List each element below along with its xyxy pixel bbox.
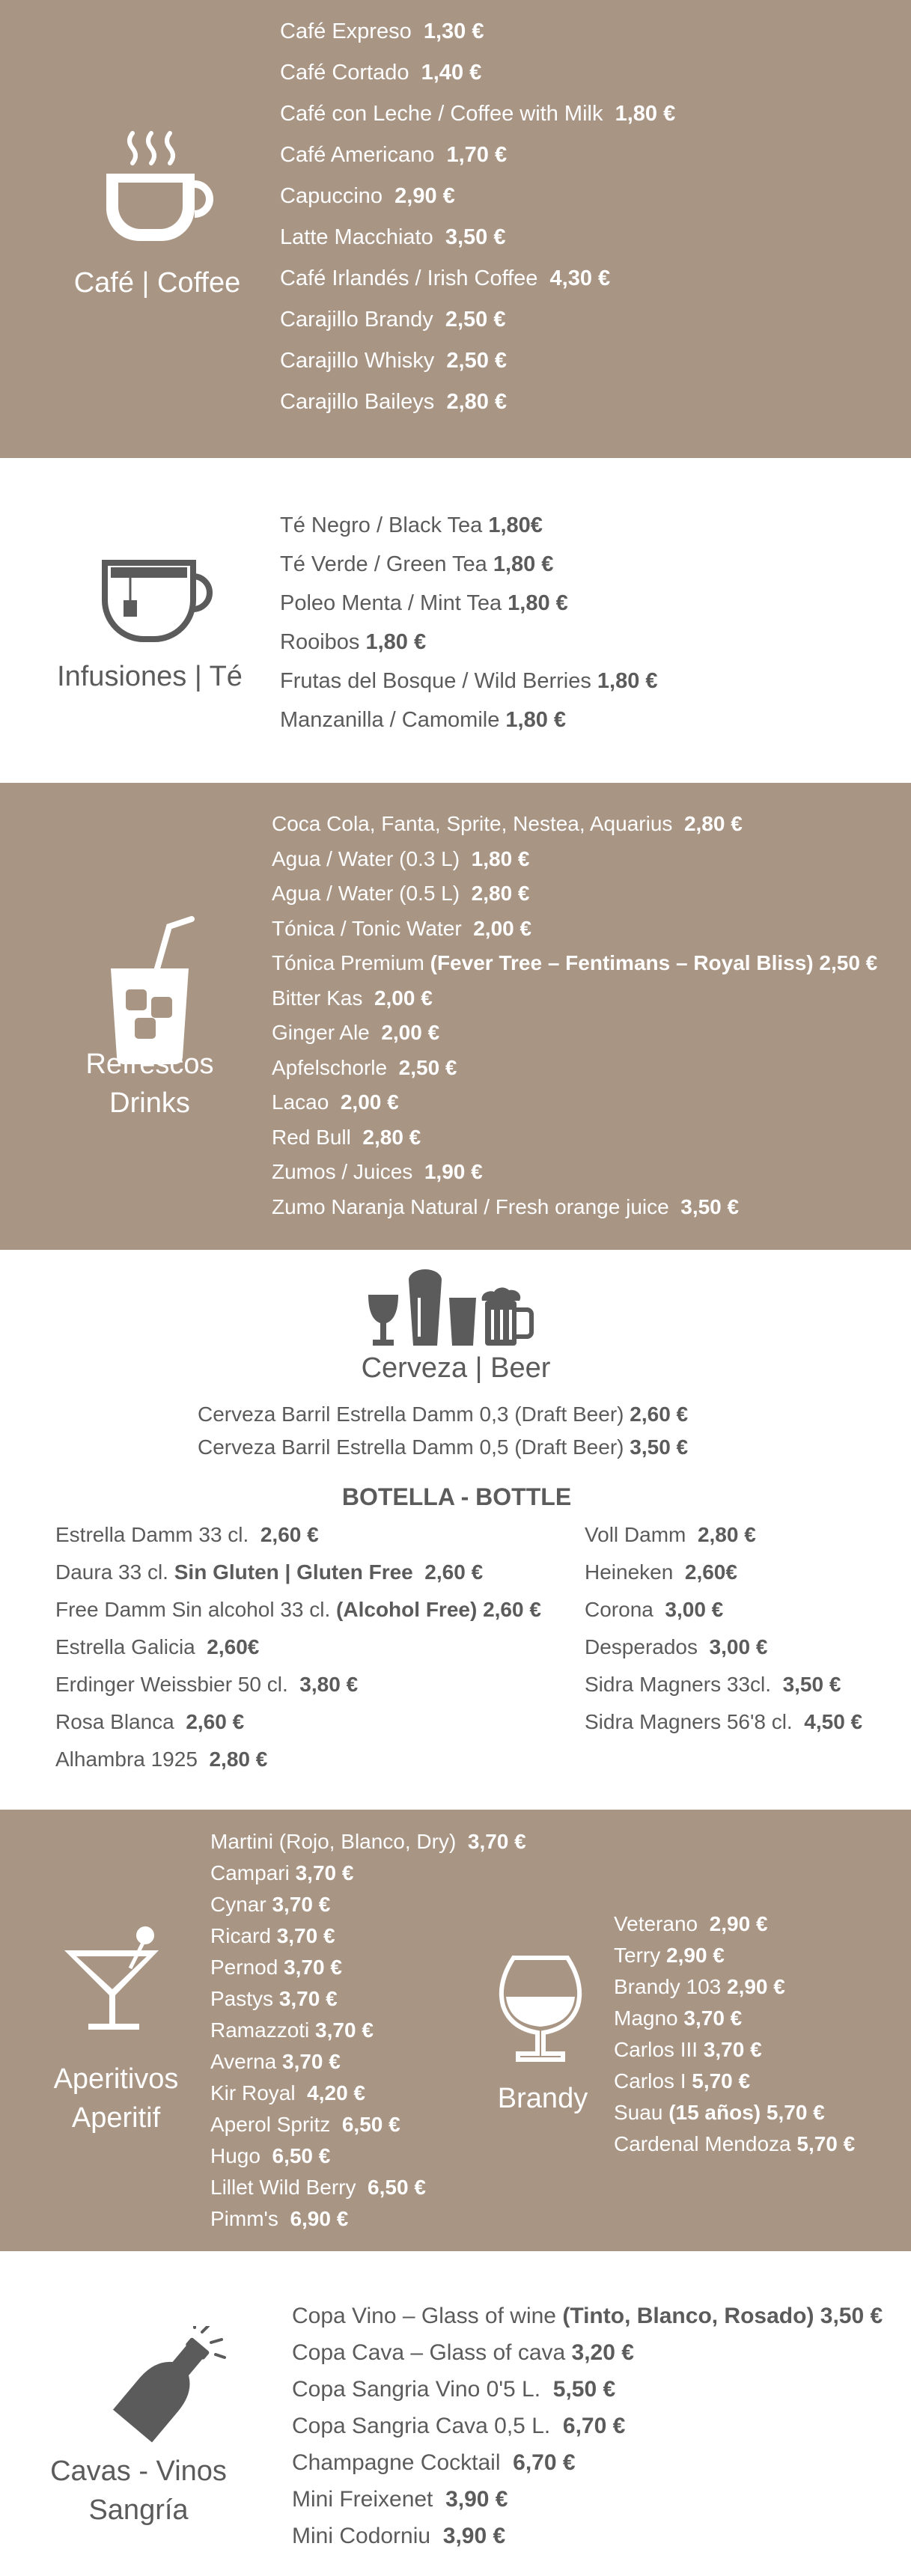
- menu-item: Alhambra 1925 2,80 €: [55, 1748, 268, 1771]
- drinks-title-line2: Drinks: [109, 1087, 190, 1119]
- cava-list: [292, 2298, 883, 2554]
- menu-item: Estrella Damm 33 cl. 2,60 €: [55, 1523, 319, 1546]
- menu-item: Carlos I 5,70 €: [614, 2069, 751, 2093]
- menu-item: Kir Royal 4,20 €: [210, 2081, 366, 2105]
- menu-item: Veterano 2,90 €: [614, 1912, 768, 1935]
- menu-item: Agua / Water (0.3 L) 1,80 €: [272, 846, 530, 870]
- section-drinks: [0, 783, 911, 1250]
- menu-item: Carlos III 3,70 €: [614, 2038, 762, 2061]
- menu-item: Ricard 3,70 €: [210, 1924, 335, 1947]
- menu-item: Copa Vino – Glass of wine (Tinto, Blanco, Rosado) 3,50 €: [292, 2304, 883, 2328]
- menu-item: Martini (Rojo, Blanco, Dry) 3,70 €: [210, 1830, 526, 1853]
- cocktail-glass-icon: [61, 1920, 174, 2033]
- bottle-list-right: [585, 1516, 862, 1741]
- cava-title-line1: Cavas - Vinos: [50, 2456, 227, 2487]
- menu-item: Voll Damm 2,80 €: [585, 1523, 756, 1546]
- brandy-list: [614, 1908, 855, 2160]
- menu-item: Champagne Cocktail 6,70 €: [292, 2450, 576, 2475]
- menu-item: Mini Freixenet 3,90 €: [292, 2487, 508, 2512]
- menu-item: Copa Cava – Glass of cava 3,20 €: [292, 2340, 634, 2365]
- section-aperitif: [0, 1810, 911, 2251]
- draft-beer-list: [198, 1398, 688, 1464]
- menu-item: Hugo 6,50 €: [210, 2144, 331, 2167]
- menu-item: Pimm's 6,90 €: [210, 2207, 349, 2230]
- brandy-title: Brandy: [497, 2083, 588, 2114]
- menu-item: Sidra Magners 33cl. 3,50 €: [585, 1673, 841, 1696]
- menu-item: Carajillo Brandy 2,50 €: [280, 308, 506, 332]
- menu-item: Cardenal Mendoza 5,70 €: [614, 2132, 856, 2155]
- menu-item: Aperol Spritz 6,50 €: [210, 2113, 400, 2136]
- bottle-list-left: [55, 1516, 541, 1778]
- menu-item: Café Irlandés / Irish Coffee 4,30 €: [280, 266, 611, 290]
- menu-item: Campari 3,70 €: [210, 1861, 354, 1884]
- aperitif-list: [210, 1826, 526, 2235]
- menu-item: Cynar 3,70 €: [210, 1893, 331, 1916]
- menu-item: Café Expreso 1,30 €: [280, 19, 484, 43]
- menu-item: Café Cortado 1,40 €: [280, 61, 482, 85]
- beer-glasses-icon: [365, 1268, 542, 1350]
- menu-item: Zumo Naranja Natural / Fresh orange juice 3,50 €: [272, 1194, 740, 1218]
- menu-item: Tónica Premium (Fever Tree – Fentimans – Royal Bliss) 2,50 €: [272, 951, 878, 974]
- coffee-cup-icon: [99, 127, 225, 254]
- section-tea: [0, 458, 911, 783]
- tea-list: [280, 506, 658, 739]
- menu-item: Averna 3,70 €: [210, 2050, 341, 2073]
- menu-item: Agua / Water (0.5 L) 2,80 €: [272, 882, 530, 905]
- menu-item: Erdinger Weissbier 50 cl. 3,80 €: [55, 1673, 359, 1696]
- menu-item: Carajillo Baileys 2,80 €: [280, 390, 508, 414]
- section-coffee: [0, 0, 911, 458]
- section-cava: [0, 2251, 911, 2576]
- coffee-list: [280, 11, 675, 423]
- bottle-heading: BOTELLA - BOTTLE: [341, 1483, 572, 1510]
- menu-item: Ginger Ale 2,00 €: [272, 1021, 440, 1044]
- menu-item: Café con Leche / Coffee with Milk 1,80 €: [280, 102, 676, 126]
- menu-item: Copa Sangria Vino 0'5 L. 5,50 €: [292, 2377, 616, 2402]
- drinks-list: [272, 807, 877, 1224]
- menu-item: Ramazzoti 3,70 €: [210, 2018, 374, 2042]
- menu-item: Copa Sangria Cava 0,5 L. 6,70 €: [292, 2414, 626, 2438]
- menu-item: Cerveza Barril Estrella Damm 0,5 (Draft Beer) 3,50 €: [198, 1435, 689, 1459]
- menu-item: Apfelschorle 2,50 €: [272, 1055, 457, 1079]
- coffee-title: Café | Coffee: [73, 267, 241, 299]
- menu-item: Corona 3,00 €: [585, 1598, 724, 1621]
- menu-item: Rooibos 1,80 €: [280, 630, 427, 654]
- menu-item: Pastys 3,70 €: [210, 1987, 338, 2010]
- menu-item: Lacao 2,00 €: [272, 1090, 399, 1114]
- cava-title-line2: Sangría: [88, 2494, 189, 2526]
- menu-item: Frutas del Bosque / Wild Berries 1,80 €: [280, 669, 658, 693]
- menu-item: Sidra Magners 56'8 cl. 4,50 €: [585, 1710, 863, 1733]
- menu-item: Mini Codorniu 3,90 €: [292, 2524, 506, 2548]
- menu-item: Brandy 103 2,90 €: [614, 1975, 785, 1998]
- tea-cup-icon: [100, 555, 214, 644]
- champagne-bottle-icon: [106, 2326, 226, 2446]
- menu-item: Carajillo Whisky 2,50 €: [280, 349, 508, 373]
- menu-item: Suau (15 años) 5,70 €: [614, 2101, 825, 2124]
- menu-item: Té Verde / Green Tea 1,80 €: [280, 552, 554, 576]
- brandy-glass-icon: [497, 1953, 584, 2064]
- soft-drink-icon: [105, 916, 195, 1066]
- section-beer: [0, 1250, 911, 1810]
- menu-item: Terry 2,90 €: [614, 1944, 725, 1967]
- menu-item: Té Negro / Black Tea 1,80€: [280, 513, 543, 537]
- cava-title: [37, 2452, 240, 2530]
- menu-item: Bitter Kas 2,00 €: [272, 986, 433, 1010]
- menu-item: Tónica / Tonic Water 2,00 €: [272, 916, 532, 940]
- menu-item: Magno 3,70 €: [614, 2006, 743, 2030]
- menu-item: Rosa Blanca 2,60 €: [55, 1710, 245, 1733]
- drinks-title-line1: Refrescos: [85, 1049, 214, 1080]
- tea-title: Infusiones | Té: [57, 661, 243, 692]
- menu-item: Capuccino 2,90 €: [280, 184, 455, 208]
- menu-item: Red Bull 2,80 €: [272, 1125, 421, 1149]
- menu-item: Cerveza Barril Estrella Damm 0,3 (Draft Beer) 2,60 €: [198, 1403, 689, 1426]
- menu-item: Estrella Galicia 2,60€: [55, 1635, 260, 1658]
- menu-item: Pernod 3,70 €: [210, 1956, 342, 1979]
- aperitif-title-line2: Aperitif: [71, 2102, 161, 2134]
- beer-title: Cerveza | Beer: [361, 1352, 551, 1384]
- menu-item: Café Americano 1,70 €: [280, 143, 508, 167]
- menu-item: Desperados 3,00 €: [585, 1635, 768, 1658]
- menu-item: Free Damm Sin alcohol 33 cl. (Alcohol Free) 2,60 €: [55, 1598, 541, 1621]
- menu-item: Manzanilla / Camomile 1,80 €: [280, 708, 567, 732]
- menu-item: Daura 33 cl. Sin Gluten | Gluten Free 2,60 €: [55, 1560, 484, 1584]
- drinks-title: [45, 1045, 255, 1123]
- menu-item: Heineken 2,60€: [585, 1560, 737, 1584]
- aperitif-title-line1: Aperitivos: [53, 2063, 179, 2095]
- menu-item: Zumos / Juices 1,90 €: [272, 1160, 483, 1183]
- menu-item: Lillet Wild Berry 6,50 €: [210, 2176, 426, 2199]
- menu-item: Latte Macchiato 3,50 €: [280, 225, 506, 249]
- menu-item: Coca Cola, Fanta, Sprite, Nestea, Aquarius 2,80 €: [272, 812, 743, 835]
- menu-item: Poleo Menta / Mint Tea 1,80 €: [280, 591, 568, 615]
- aperitif-title: [22, 2060, 210, 2137]
